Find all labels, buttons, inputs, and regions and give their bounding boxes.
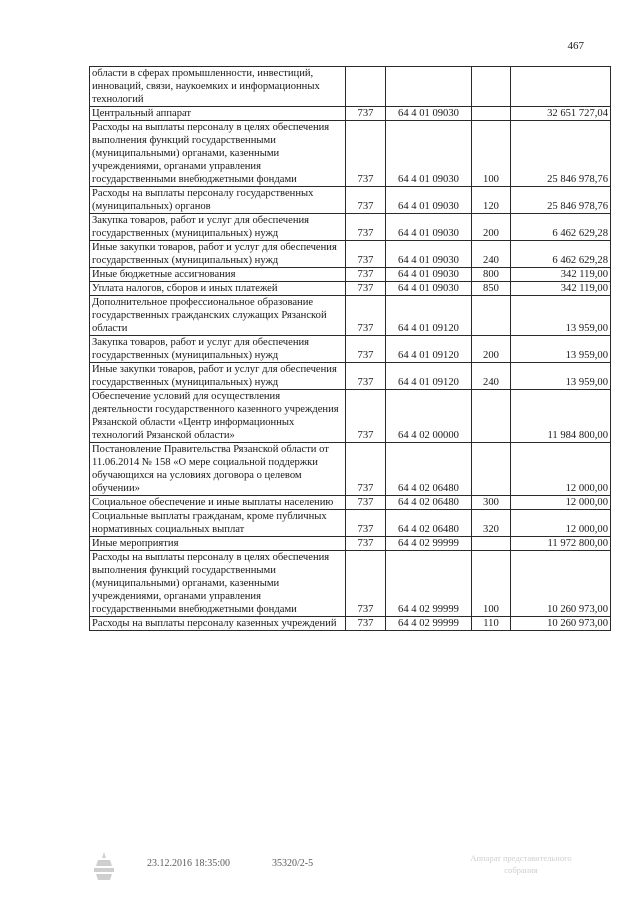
- row-expense-type: 200: [472, 336, 511, 363]
- row-description: Обеспечение условий для осуществления деятельности государственного казенного учреждения Рязанской области «Центр информационных технологий Рязанской области»: [90, 390, 346, 443]
- row-amount: 342 119,00: [511, 268, 611, 282]
- page-number: 467: [567, 40, 584, 52]
- row-description: Иные закупки товаров, работ и услуг для обеспечения государственных (муниципальных) нужд: [90, 363, 346, 390]
- row-amount: 11 972 800,00: [511, 537, 611, 551]
- row-department-code: 737: [346, 107, 386, 121]
- row-target-article: 64 4 01 09120: [386, 336, 472, 363]
- row-department-code: 737: [346, 268, 386, 282]
- row-expense-type: 110: [472, 617, 511, 631]
- row-target-article: 64 4 02 99999: [386, 551, 472, 617]
- row-department-code: 737: [346, 496, 386, 510]
- seal-icon: [90, 850, 118, 884]
- row-department-code: 737: [346, 296, 386, 336]
- row-expense-type: 800: [472, 268, 511, 282]
- row-amount: 25 846 978,76: [511, 121, 611, 187]
- row-target-article: 64 4 01 09030: [386, 121, 472, 187]
- row-target-article: 64 4 01 09120: [386, 363, 472, 390]
- row-description: Расходы на выплаты персоналу в целях обеспечения выполнения функций государственными (муниципальными) органами, казенными учреждениями, органами управления государственными внебюджетными фондами: [90, 121, 346, 187]
- row-department-code: 737: [346, 241, 386, 268]
- row-target-article: 64 4 01 09030: [386, 282, 472, 296]
- row-amount: 13 959,00: [511, 296, 611, 336]
- row-target-article: 64 4 01 09030: [386, 214, 472, 241]
- table-row: [90, 107, 611, 121]
- row-department-code: 737: [346, 390, 386, 443]
- table-row: [90, 363, 611, 390]
- table-row: [90, 537, 611, 551]
- row-target-article: 64 4 01 09030: [386, 107, 472, 121]
- row-department-code: [346, 67, 386, 107]
- footer-doc-code: 35320/2-5: [272, 858, 314, 869]
- row-expense-type: 240: [472, 363, 511, 390]
- row-description: Расходы на выплаты персоналу в целях обеспечения выполнения функций государственными (муниципальными) органами, казенными учреждениями, органами управления государственными внебюджетными фондами: [90, 551, 346, 617]
- row-description: Центральный аппарат: [90, 107, 346, 121]
- footer-watermark-line2: собрания: [504, 865, 538, 875]
- row-target-article: [386, 67, 472, 107]
- budget-table-body: [90, 67, 611, 631]
- row-amount: 12 000,00: [511, 496, 611, 510]
- row-expense-type: [472, 107, 511, 121]
- row-description: Закупка товаров, работ и услуг для обеспечения государственных (муниципальных) нужд: [90, 336, 346, 363]
- row-target-article: 64 4 02 06480: [386, 510, 472, 537]
- row-expense-type: 300: [472, 496, 511, 510]
- row-expense-type: [472, 390, 511, 443]
- table-row: [90, 510, 611, 537]
- row-amount: 13 959,00: [511, 336, 611, 363]
- row-expense-type: 240: [472, 241, 511, 268]
- table-row: [90, 390, 611, 443]
- row-department-code: 737: [346, 510, 386, 537]
- row-target-article: 64 4 02 99999: [386, 537, 472, 551]
- table-row: [90, 241, 611, 268]
- row-amount: 342 119,00: [511, 282, 611, 296]
- row-expense-type: [472, 296, 511, 336]
- row-description: Расходы на выплаты персоналу государственных (муниципальных) органов: [90, 187, 346, 214]
- row-description: Иные закупки товаров, работ и услуг для обеспечения государственных (муниципальных) нужд: [90, 241, 346, 268]
- row-target-article: 64 4 01 09120: [386, 296, 472, 336]
- table-row: [90, 296, 611, 336]
- row-description: Дополнительное профессиональное образование государственных гражданских служащих Рязанской области: [90, 296, 346, 336]
- row-description: Постановление Правительства Рязанской области от 11.06.2014 № 158 «О мере социальной поддержки обучающихся на условиях договора о целевом обучении»: [90, 443, 346, 496]
- table-row: [90, 268, 611, 282]
- row-target-article: 64 4 01 09030: [386, 268, 472, 282]
- row-expense-type: 200: [472, 214, 511, 241]
- row-department-code: 737: [346, 282, 386, 296]
- row-description: Закупка товаров, работ и услуг для обеспечения государственных (муниципальных) нужд: [90, 214, 346, 241]
- row-amount: 32 651 727,04: [511, 107, 611, 121]
- row-description: Уплата налогов, сборов и иных платежей: [90, 282, 346, 296]
- row-target-article: 64 4 02 99999: [386, 617, 472, 631]
- row-expense-type: [472, 67, 511, 107]
- row-department-code: 737: [346, 214, 386, 241]
- footer-watermark-line1: Аппарат представительного: [470, 853, 572, 863]
- row-amount: 13 959,00: [511, 363, 611, 390]
- row-expense-type: 120: [472, 187, 511, 214]
- table-row: [90, 443, 611, 496]
- table-row: [90, 121, 611, 187]
- row-amount: 11 984 800,00: [511, 390, 611, 443]
- row-target-article: 64 4 02 00000: [386, 390, 472, 443]
- table-row: [90, 496, 611, 510]
- row-description: Расходы на выплаты персоналу казенных учреждений: [90, 617, 346, 631]
- row-amount: 12 000,00: [511, 510, 611, 537]
- row-expense-type: 850: [472, 282, 511, 296]
- row-target-article: 64 4 01 09030: [386, 187, 472, 214]
- row-target-article: 64 4 01 09030: [386, 241, 472, 268]
- budget-table: [89, 66, 611, 631]
- table-row: [90, 336, 611, 363]
- row-amount: 10 260 973,00: [511, 617, 611, 631]
- row-department-code: 737: [346, 187, 386, 214]
- table-row: [90, 551, 611, 617]
- row-department-code: 737: [346, 537, 386, 551]
- row-expense-type: 100: [472, 121, 511, 187]
- row-target-article: 64 4 02 06480: [386, 443, 472, 496]
- row-department-code: 737: [346, 121, 386, 187]
- row-description: Социальное обеспечение и иные выплаты населению: [90, 496, 346, 510]
- row-description: области в сферах промышленности, инвестиций, инноваций, связи, наукоемких и информационных технологий: [90, 67, 346, 107]
- row-expense-type: [472, 537, 511, 551]
- table-row: [90, 187, 611, 214]
- row-description: Социальные выплаты гражданам, кроме публичных нормативных социальных выплат: [90, 510, 346, 537]
- table-row: [90, 617, 611, 631]
- table-row: [90, 67, 611, 107]
- footer-datetime: 23.12.2016 18:35:00: [147, 858, 231, 869]
- row-amount: 12 000,00: [511, 443, 611, 496]
- row-expense-type: 320: [472, 510, 511, 537]
- row-expense-type: [472, 443, 511, 496]
- footer-watermark: [446, 852, 596, 876]
- row-target-article: 64 4 02 06480: [386, 496, 472, 510]
- row-department-code: 737: [346, 336, 386, 363]
- row-description: Иные бюджетные ассигнования: [90, 268, 346, 282]
- table-row: [90, 214, 611, 241]
- row-amount: [511, 67, 611, 107]
- row-department-code: 737: [346, 363, 386, 390]
- row-department-code: 737: [346, 617, 386, 631]
- row-amount: 6 462 629,28: [511, 241, 611, 268]
- row-description: Иные мероприятия: [90, 537, 346, 551]
- row-amount: 10 260 973,00: [511, 551, 611, 617]
- row-amount: 6 462 629,28: [511, 214, 611, 241]
- row-department-code: 737: [346, 551, 386, 617]
- row-expense-type: 100: [472, 551, 511, 617]
- table-row: [90, 282, 611, 296]
- row-amount: 25 846 978,76: [511, 187, 611, 214]
- row-department-code: 737: [346, 443, 386, 496]
